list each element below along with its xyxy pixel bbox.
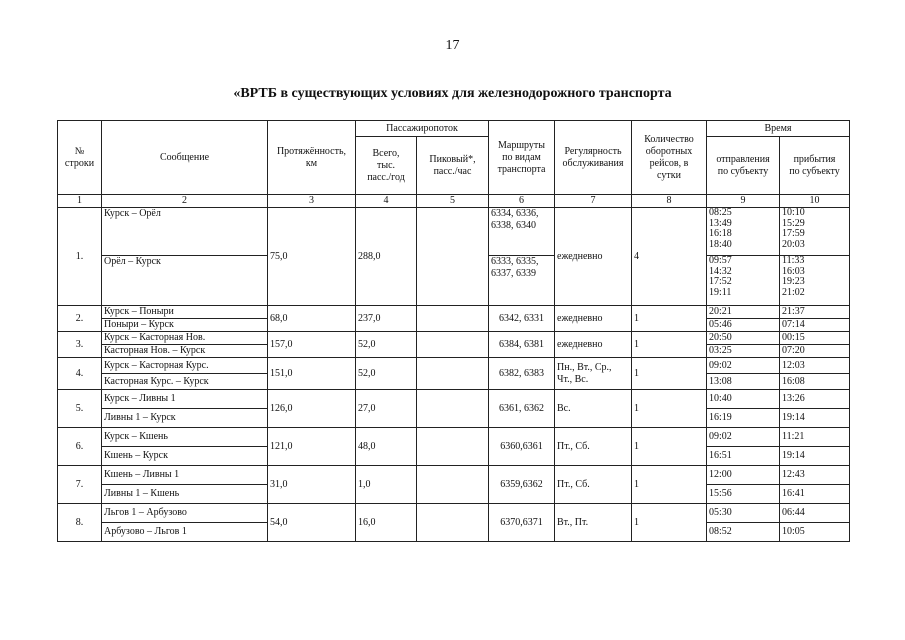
routes-value: 6384, 6381 bbox=[489, 332, 555, 358]
regularity-value: ежедневно bbox=[555, 332, 632, 358]
departure-time: 09:02 bbox=[707, 428, 780, 447]
arrival-time: 13:26 bbox=[780, 390, 850, 409]
length-value: 126,0 bbox=[268, 390, 356, 428]
column-number: 8 bbox=[632, 195, 707, 208]
route-name: Арбузово – Льгов 1 bbox=[102, 523, 268, 542]
arrival-time: 19:14 bbox=[780, 447, 850, 466]
table-row bbox=[58, 390, 850, 409]
departure-time: 09:02 bbox=[707, 358, 780, 374]
arrival-time: 00:15 bbox=[780, 332, 850, 345]
row-number: 5. bbox=[58, 390, 102, 428]
route-name: Курск – Поныри bbox=[102, 306, 268, 319]
regularity-value: ежедневно bbox=[555, 306, 632, 332]
trips-value: 1 bbox=[632, 332, 707, 358]
column-number: 9 bbox=[707, 195, 780, 208]
column-number: 4 bbox=[356, 195, 417, 208]
arrival-time: 12:43 bbox=[780, 466, 850, 485]
table-row bbox=[58, 332, 850, 345]
trips-value: 4 bbox=[632, 208, 707, 306]
total-value: 27,0 bbox=[356, 390, 417, 428]
schedule-table-body bbox=[58, 121, 850, 542]
route-name: Курск – Кшень bbox=[102, 428, 268, 447]
total-value: 48,0 bbox=[356, 428, 417, 466]
regularity-value: Пт., Сб. bbox=[555, 466, 632, 504]
header-total: Всего, тыс. пасс./год bbox=[356, 137, 417, 195]
header-row-no: № строки bbox=[58, 121, 102, 195]
header-length: Протяжённость, км bbox=[268, 121, 356, 195]
regularity-value: Вт., Пт. bbox=[555, 504, 632, 542]
trips-value: 1 bbox=[632, 504, 707, 542]
length-value: 151,0 bbox=[268, 358, 356, 390]
trips-value: 1 bbox=[632, 306, 707, 332]
route-name: Ливны 1 – Курск bbox=[102, 409, 268, 428]
routes-value: 6360,6361 bbox=[489, 428, 555, 466]
departure-time: 20:21 bbox=[707, 306, 780, 319]
routes-value: 6334, 6336, 6338, 6340 bbox=[489, 208, 555, 256]
arrival-time: 16:08 bbox=[780, 374, 850, 390]
total-value: 237,0 bbox=[356, 306, 417, 332]
column-number: 5 bbox=[417, 195, 489, 208]
table-row bbox=[58, 504, 850, 523]
arrival-time: 07:14 bbox=[780, 319, 850, 332]
route-name: Кшень – Курск bbox=[102, 447, 268, 466]
header-time: Время bbox=[707, 121, 850, 137]
table-row bbox=[58, 306, 850, 319]
arrival-time: 12:03 bbox=[780, 358, 850, 374]
row-number: 2. bbox=[58, 306, 102, 332]
column-number: 1 bbox=[58, 195, 102, 208]
routes-value: 6370,6371 bbox=[489, 504, 555, 542]
route-name: Орёл – Курск bbox=[102, 256, 268, 306]
column-number: 7 bbox=[555, 195, 632, 208]
row-number: 7. bbox=[58, 466, 102, 504]
departure-time: 12:00 bbox=[707, 466, 780, 485]
total-value: 16,0 bbox=[356, 504, 417, 542]
page-number: 17 bbox=[445, 38, 460, 53]
peak-value bbox=[417, 306, 489, 332]
column-number: 2 bbox=[102, 195, 268, 208]
route-name: Касторная Курс. – Курск bbox=[102, 374, 268, 390]
route-name: Курск – Орёл bbox=[102, 208, 268, 256]
arrival-time: 19:14 bbox=[780, 409, 850, 428]
route-name: Льгов 1 – Арбузово bbox=[102, 504, 268, 523]
route-name: Ливны 1 – Кшень bbox=[102, 485, 268, 504]
departure-time: 10:40 bbox=[707, 390, 780, 409]
departure-time: 15:56 bbox=[707, 485, 780, 504]
departure-time: 08:52 bbox=[707, 523, 780, 542]
arrival-time: 07:20 bbox=[780, 345, 850, 358]
arrival-time: 11:21 bbox=[780, 428, 850, 447]
departure-times: 09:57 14:32 17:52 19:11 bbox=[707, 256, 780, 306]
total-value: 52,0 bbox=[356, 358, 417, 390]
header-departure: отправления по субъекту bbox=[707, 137, 780, 195]
regularity-value: Пн., Вт., Ср., Чт., Вс. bbox=[555, 358, 632, 390]
row-number: 1. bbox=[58, 208, 102, 306]
row-number: 6. bbox=[58, 428, 102, 466]
column-number: 6 bbox=[489, 195, 555, 208]
regularity-value: ежедневно bbox=[555, 208, 632, 306]
column-number: 10 bbox=[780, 195, 850, 208]
routes-value: 6359,6362 bbox=[489, 466, 555, 504]
row-number: 3. bbox=[58, 332, 102, 358]
total-value: 288,0 bbox=[356, 208, 417, 306]
route-name: Курск – Ливны 1 bbox=[102, 390, 268, 409]
total-value: 52,0 bbox=[356, 332, 417, 358]
route-name: Курск – Касторная Курс. bbox=[102, 358, 268, 374]
page-title: «ВРТБ в существующих условиях для железнодорожного транспорта bbox=[233, 86, 672, 101]
column-number-row bbox=[58, 195, 850, 208]
schedule-table bbox=[57, 120, 850, 542]
trips-value: 1 bbox=[632, 358, 707, 390]
regularity-value: Пт., Сб. bbox=[555, 428, 632, 466]
peak-value bbox=[417, 332, 489, 358]
header-route: Сообщение bbox=[102, 121, 268, 195]
header-trips: Количество оборотных рейсов, в сутки bbox=[632, 121, 707, 195]
route-name: Кшень – Ливны 1 bbox=[102, 466, 268, 485]
departure-time: 16:51 bbox=[707, 447, 780, 466]
column-number: 3 bbox=[268, 195, 356, 208]
route-name: Касторная Нов. – Курск bbox=[102, 345, 268, 358]
length-value: 157,0 bbox=[268, 332, 356, 358]
arrival-times: 10:10 15:29 17:59 20:03 bbox=[780, 208, 850, 256]
routes-value: 6361, 6362 bbox=[489, 390, 555, 428]
table-row bbox=[58, 428, 850, 447]
arrival-time: 21:37 bbox=[780, 306, 850, 319]
routes-value: 6333, 6335, 6337, 6339 bbox=[489, 256, 555, 306]
routes-value: 6342, 6331 bbox=[489, 306, 555, 332]
peak-value bbox=[417, 390, 489, 428]
departure-time: 16:19 bbox=[707, 409, 780, 428]
length-value: 75,0 bbox=[268, 208, 356, 306]
route-name: Поныри – Курск bbox=[102, 319, 268, 332]
row-number: 8. bbox=[58, 504, 102, 542]
peak-value bbox=[417, 504, 489, 542]
arrival-time: 06:44 bbox=[780, 504, 850, 523]
header-passenger-flow: Пассажиропоток bbox=[356, 121, 489, 137]
table-row bbox=[58, 208, 850, 256]
arrival-time: 10:05 bbox=[780, 523, 850, 542]
departure-times: 08:25 13:49 16:18 18:40 bbox=[707, 208, 780, 256]
header-peak: Пиковый*, пасс./час bbox=[417, 137, 489, 195]
peak-value bbox=[417, 428, 489, 466]
table-row bbox=[58, 466, 850, 485]
trips-value: 1 bbox=[632, 466, 707, 504]
trips-value: 1 bbox=[632, 428, 707, 466]
departure-time: 05:46 bbox=[707, 319, 780, 332]
header-arrival: прибытия по субъекту bbox=[780, 137, 850, 195]
arrival-times: 11:33 16:03 19:23 21:02 bbox=[780, 256, 850, 306]
routes-value: 6382, 6383 bbox=[489, 358, 555, 390]
trips-value: 1 bbox=[632, 390, 707, 428]
row-number: 4. bbox=[58, 358, 102, 390]
arrival-time: 16:41 bbox=[780, 485, 850, 504]
length-value: 31,0 bbox=[268, 466, 356, 504]
departure-time: 20:50 bbox=[707, 332, 780, 345]
peak-value bbox=[417, 466, 489, 504]
peak-value bbox=[417, 208, 489, 306]
regularity-value: Вс. bbox=[555, 390, 632, 428]
length-value: 121,0 bbox=[268, 428, 356, 466]
length-value: 68,0 bbox=[268, 306, 356, 332]
header-routes-by-type: Маршруты по видам транспорта bbox=[489, 121, 555, 195]
header-regularity: Регулярность обслуживания bbox=[555, 121, 632, 195]
total-value: 1,0 bbox=[356, 466, 417, 504]
departure-time: 05:30 bbox=[707, 504, 780, 523]
peak-value bbox=[417, 358, 489, 390]
departure-time: 03:25 bbox=[707, 345, 780, 358]
route-name: Курск – Касторная Нов. bbox=[102, 332, 268, 345]
length-value: 54,0 bbox=[268, 504, 356, 542]
header-row bbox=[58, 121, 850, 137]
table-row bbox=[58, 358, 850, 374]
departure-time: 13:08 bbox=[707, 374, 780, 390]
